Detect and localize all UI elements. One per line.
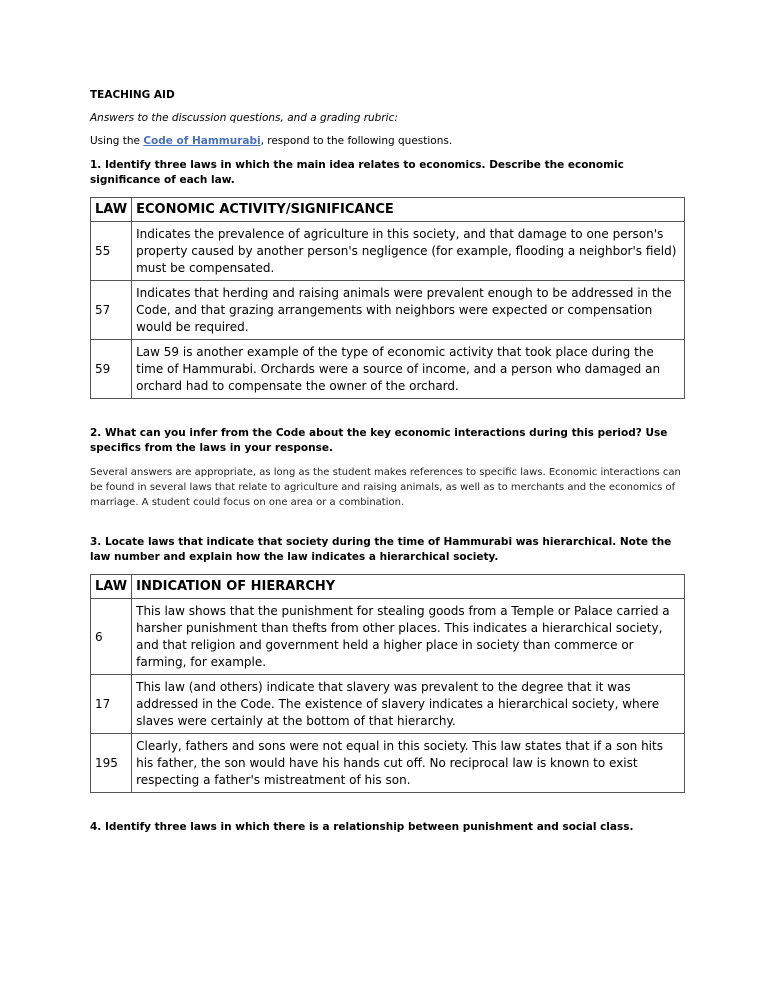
question-2: 2. What can you infer from the Code about the key economic interactions during this period? Use specifics from the laws in your response. [90,427,668,454]
table-row [91,281,685,340]
hierarchy-table [90,574,685,793]
table-row [91,599,685,675]
code-of-hammurabi-link[interactable]: Code of Hammurabi [143,135,261,147]
intro-suffix: , respond to the following questions. [260,135,453,147]
table-row [91,734,685,793]
document-page [90,88,685,844]
law-description: Indicates the prevalence of agriculture in this society, and that damage to one person's property caused by another person's negligence (for example, flooding a neighbor's field) must be compensated. [132,222,685,281]
law-column-header: LAW [91,198,132,222]
law-column-header: LAW [91,575,132,599]
question-2-answer: Several answers are appropriate, as long as the student makes references to specific laws. Economic interactions can be found in several laws that relate to agriculture and raising animals, as well as to merchants and the economics of marriage. A student could focus on one area or a combination. [90,467,681,508]
law-number: 57 [91,281,132,340]
law-description: This law shows that the punishment for stealing goods from a Temple or Palace carried a harsher punishment than thefts from other places. This indicates a hierarchical society, and that religion and government held a higher place in society than commerce or farming, for example. [132,599,685,675]
law-description: Indicates that herding and raising animals were prevalent enough to be addressed in the Code, and that grazing arrangements with neighbors were expected or compensation would be required. [132,281,685,340]
document-title: TEACHING AID [90,89,175,101]
law-description: Law 59 is another example of the type of economic activity that took place during the time of Hammurabi. Orchards were a source of income, and a person who damaged an orchard had to compensate the owner of the orchard. [132,340,685,399]
table-row [91,675,685,734]
law-number: 55 [91,222,132,281]
law-number: 59 [91,340,132,399]
document-subtitle: Answers to the discussion questions, and a grading rubric: [90,112,398,124]
table-row [91,340,685,399]
question-3: 3. Locate laws that indicate that society during the time of Hammurabi was hierarchical. Note the law number and explain how the law indicates a hierarchical society. [90,536,672,563]
law-number: 17 [91,675,132,734]
intro-prefix: Using the [90,135,144,147]
law-description: This law (and others) indicate that slavery was prevalent to the degree that it was addressed in the Code. The existence of slavery indicates a hierarchical society, where slaves were certainly at the bottom of that hierarchy. [132,675,685,734]
hierarchy-column-header: INDICATION OF HIERARCHY [132,575,685,599]
intro-paragraph [90,134,685,148]
law-number: 195 [91,734,132,793]
law-description: Clearly, fathers and sons were not equal in this society. This law states that if a son hits his father, the son would have his hands cut off. No reciprocal law is known to exist respecting a father's mistreatment of his son. [132,734,685,793]
question-1: 1. Identify three laws in which the main idea relates to economics. Describe the economic significance of each law. [90,159,624,186]
economic-column-header: ECONOMIC ACTIVITY/SIGNIFICANCE [132,198,685,222]
table-row [91,222,685,281]
law-number: 6 [91,599,132,675]
table-header-row [91,575,685,599]
table-header-row [91,198,685,222]
economics-table [90,197,685,399]
question-4: 4. Identify three laws in which there is a relationship between punishment and social class. [90,821,634,833]
